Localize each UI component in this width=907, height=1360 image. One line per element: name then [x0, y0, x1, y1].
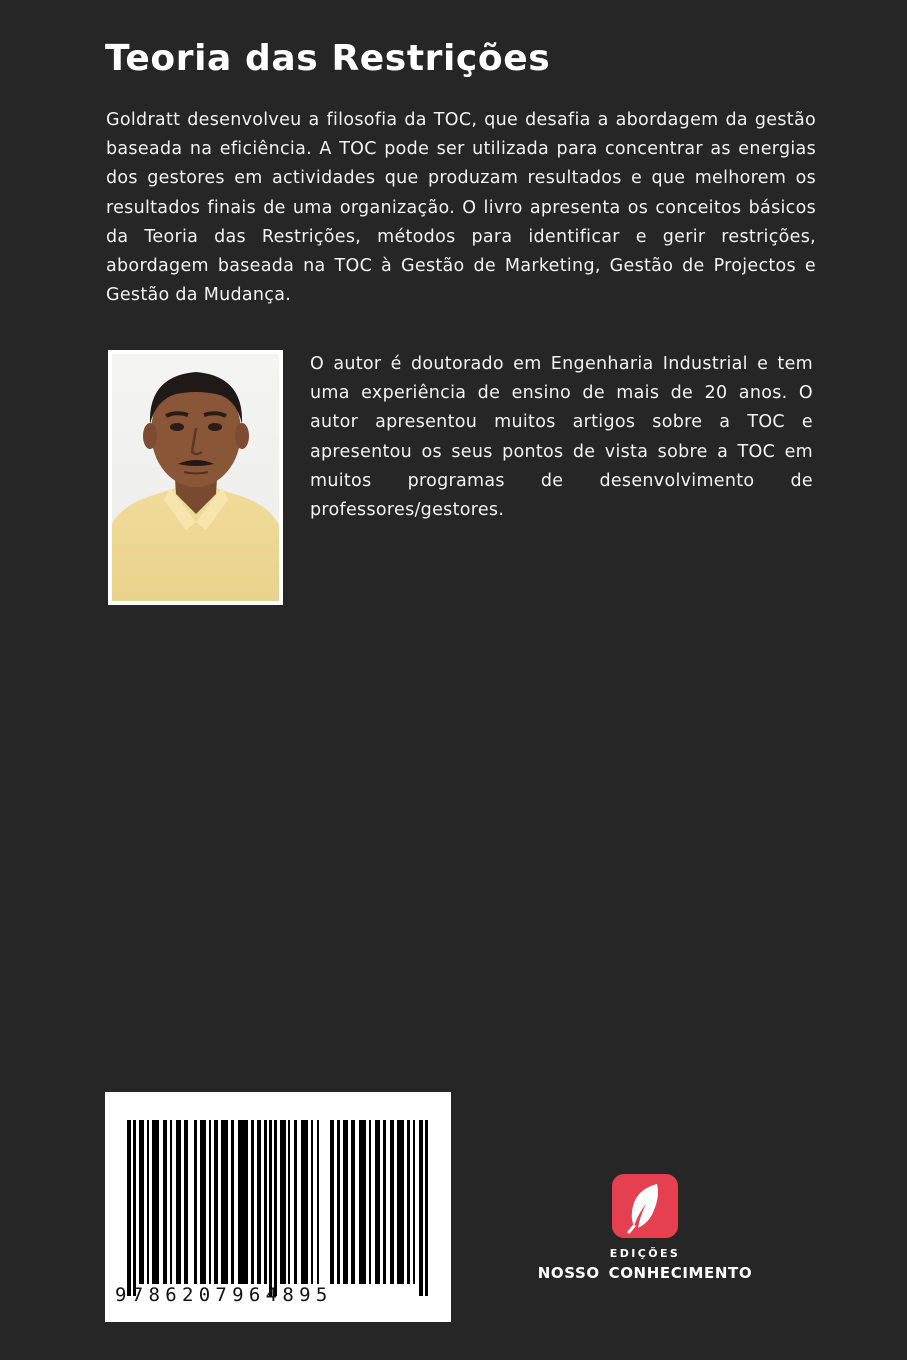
publisher-logo — [612, 1174, 678, 1238]
isbn-barcode — [105, 1092, 451, 1322]
feather-icon — [612, 1174, 678, 1238]
publisher-name: NOSSO CONHECIMENTO — [537, 1264, 753, 1282]
author-bio: O autor é doutorado em Engenharia Industrial e tem uma experiência de ensino de mais de 20 anos. O autor apresentou muitos artigos sobre a TOC e apresentou os seus pontos de vista sobre a TOC em muitos programas de desenvolvimento de professores/gestores. — [310, 354, 813, 521]
publisher-label-small: EDIÇÕES — [609, 1247, 681, 1260]
publisher-brand — [515, 1174, 775, 1289]
isbn-number: 9786207964895 — [115, 1284, 333, 1306]
book-description: Goldratt desenvolveu a filosofia da TOC, que desafia a abordagem da gestão baseada na eficiência. A TOC pode ser utilizada para concentrar as energias dos gestores em actividades que produzam resultados e que melhorem os resultados finais de uma organização. O livro apresenta os conceitos básicos da Teoria das Restrições, métodos para identificar e gerir restrições, abordagem baseada na TOC à Gestão de Marketing, Gestão de Projectos e Gestão da Mudança. — [106, 110, 816, 306]
author-portrait-icon — [112, 354, 279, 601]
book-title: Teoria das Restrições — [105, 38, 551, 79]
author-photo — [108, 350, 283, 605]
